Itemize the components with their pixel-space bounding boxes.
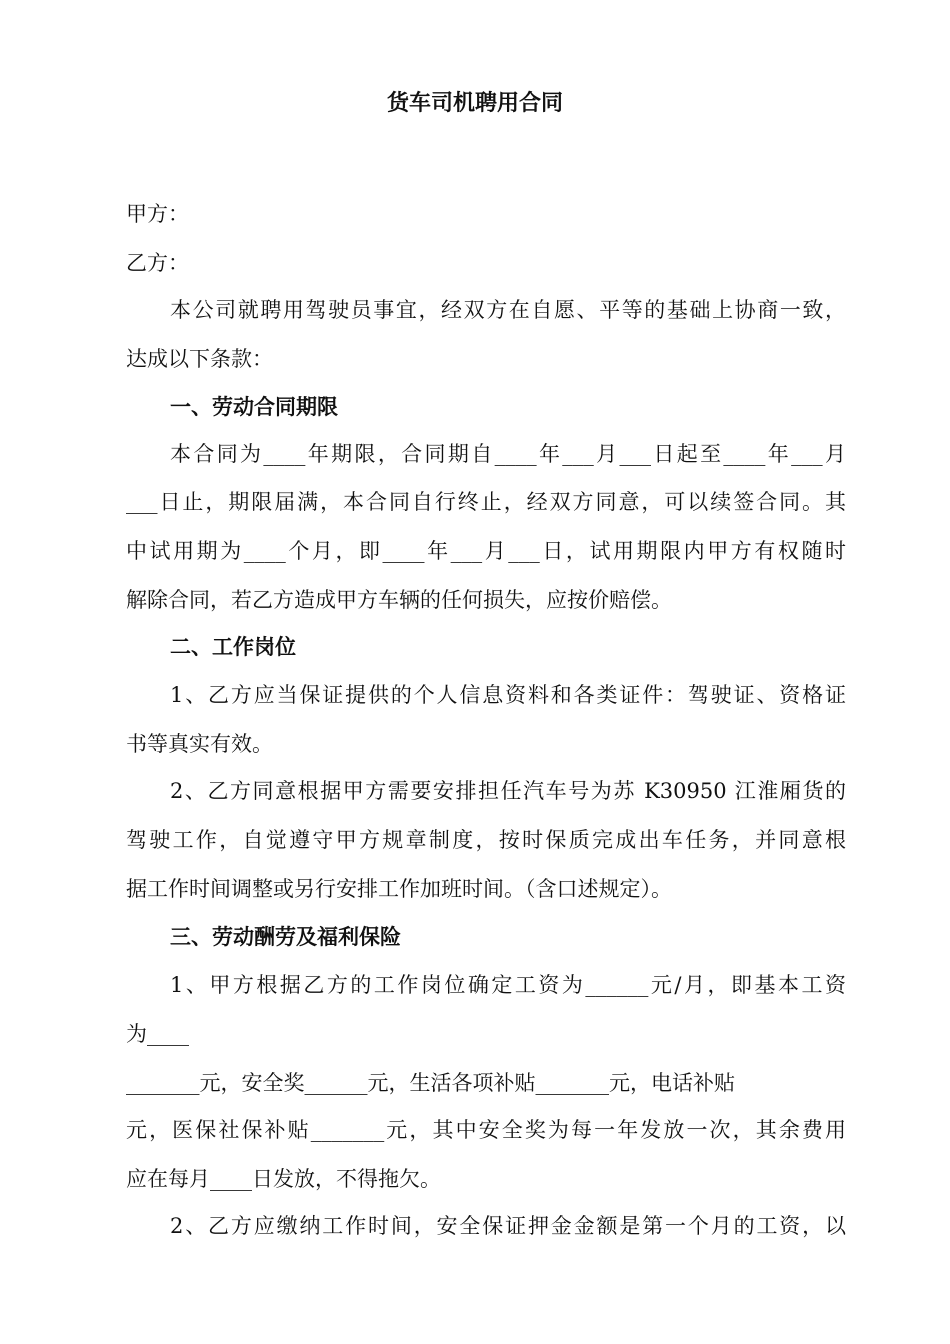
intro-line: 达成以下条款：	[126, 347, 273, 371]
party-a-label: 甲方：	[126, 202, 189, 226]
paragraph-line: ___日止，期限届满，本合同自行终止，经双方同意，可以续签合同。其	[126, 490, 846, 514]
section-heading-term: 一、劳动合同期限	[170, 395, 338, 419]
paragraph-line: 驾驶工作，自觉遵守甲方规章制度，按时保质完成出车任务，并同意根	[126, 828, 846, 852]
paragraph-line: 解除合同，若乙方造成甲方车辆的任何损失，应按价赔偿。	[126, 588, 672, 612]
paragraph-line: 元，医保社保补贴_______元，其中安全奖为每一年发放一次，其余费用	[126, 1118, 846, 1142]
paragraph-line: 2、乙方应缴纳工作时间，安全保证押金金额是第一个月的工资，以	[170, 1214, 846, 1238]
paragraph-line: 据工作时间调整或另行安排工作加班时间。（含口述规定）。	[126, 877, 672, 901]
section-heading-position: 二、工作岗位	[170, 635, 296, 659]
document-title: 货车司机聘用合同	[386, 91, 563, 116]
paragraph-line: 中试用期为____个月，即____年___月___日，试用期限内甲方有权随时	[126, 539, 846, 563]
paragraph-line: _______元，安全奖______元，生活各项补贴_______元，电话补贴	[126, 1071, 735, 1095]
section-heading-pay: 三、劳动酬劳及福利保险	[170, 925, 401, 949]
paragraph-line: 本合同为____年期限，合同期自____年___月___日起至____年___月	[170, 442, 846, 466]
intro-line: 本公司就聘用驾驶员事宜，经双方在自愿、平等的基础上协商一致，	[170, 298, 846, 322]
paragraph-line: 书等真实有效。	[126, 732, 273, 756]
paragraph-line: 为____	[126, 1022, 189, 1046]
paragraph-line: 1、甲方根据乙方的工作岗位确定工资为______元/月，即基本工资	[170, 973, 846, 997]
paragraph-line: 1、乙方应当保证提供的个人信息资料和各类证件：驾驶证、资格证	[170, 683, 846, 707]
paragraph-line: 2、乙方同意根据甲方需要安排担任汽车号为苏 K30950 江淮厢货的	[170, 779, 846, 803]
paragraph-line: 应在每月____日发放，不得拖欠。	[126, 1167, 441, 1191]
party-b-label: 乙方：	[126, 251, 189, 275]
